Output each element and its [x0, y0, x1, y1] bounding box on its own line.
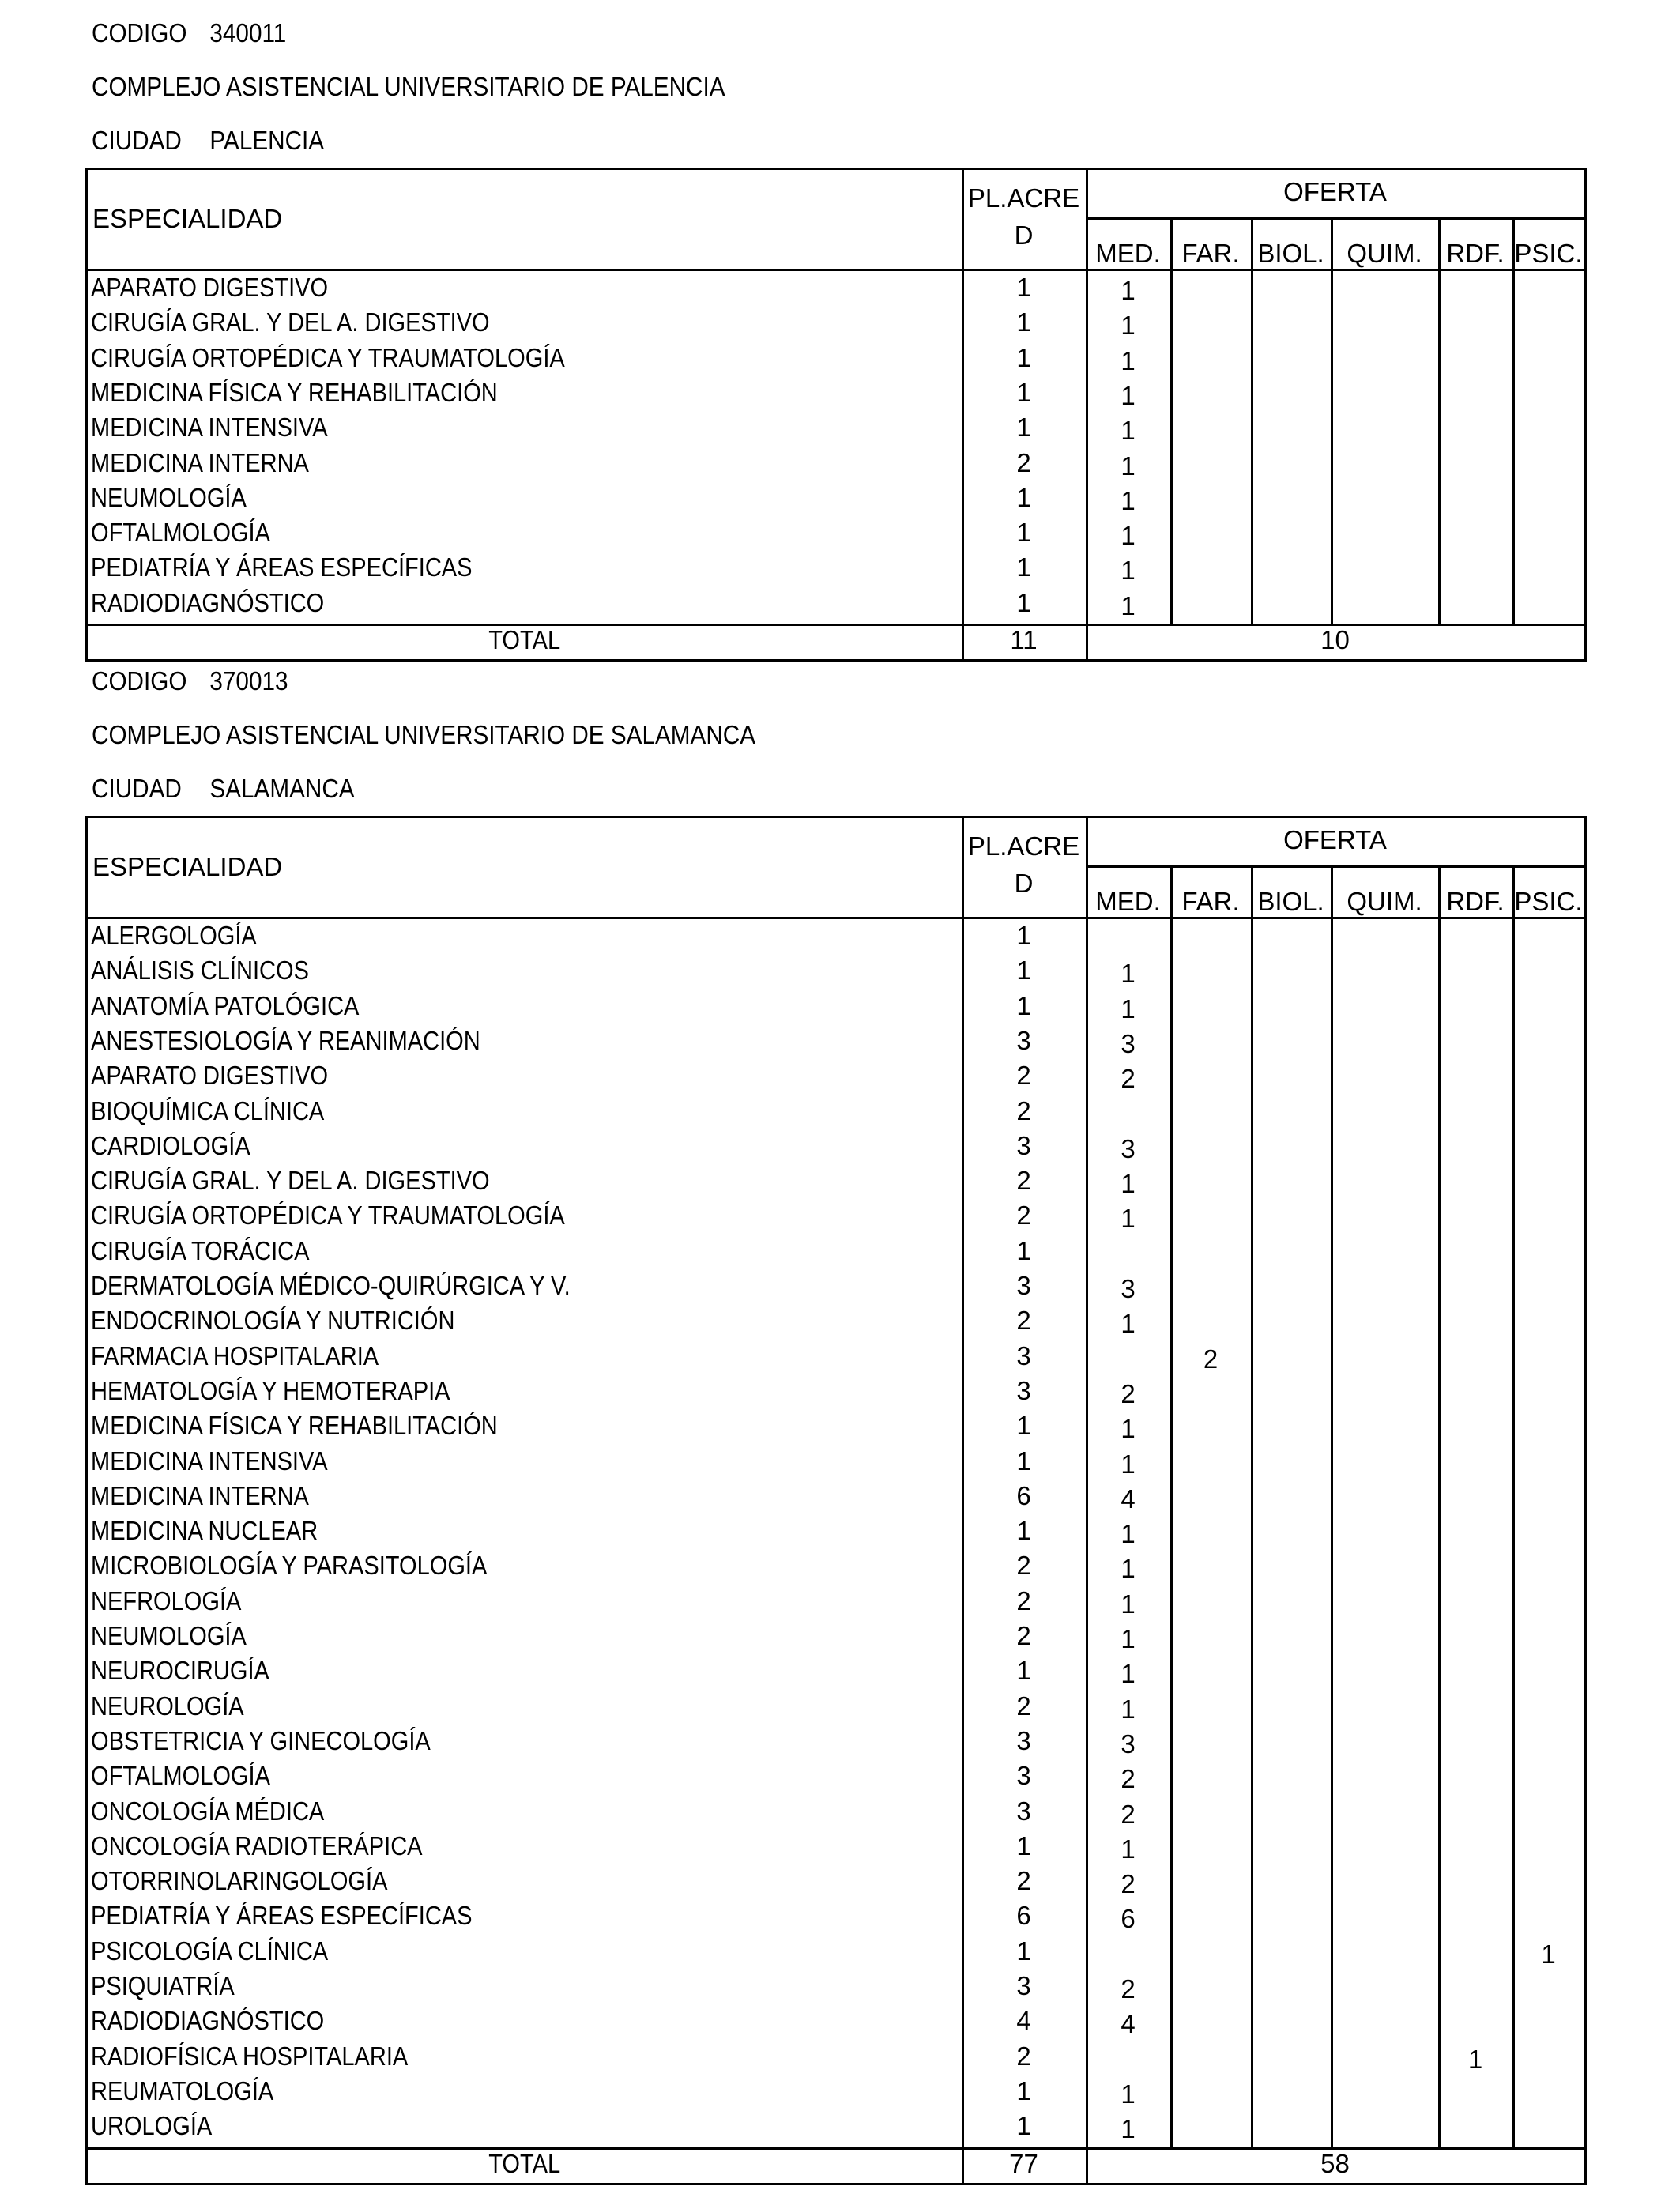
cell-especialidad — [91, 1480, 339, 1512]
header-far: FAR. — [1181, 887, 1240, 916]
cell-placred: 3 — [1016, 1725, 1031, 1755]
especialidad-text: ANATOMÍA PATOLÓGICA — [91, 990, 360, 1020]
header-far: FAR. — [1181, 239, 1240, 268]
especialidad-text: ALERGOLOGÍA — [91, 921, 257, 950]
header-placred-line2: D — [1014, 869, 1034, 898]
cell-placred: 1 — [1016, 990, 1031, 1020]
table-row — [88, 1479, 1584, 1514]
cell-placred: 1 — [1016, 552, 1031, 582]
cell-placred: 1 — [1016, 1830, 1031, 1860]
cell-med: 1 — [1121, 485, 1136, 515]
table-row — [88, 1829, 1584, 1864]
especialidad-text: MEDICINA INTENSIVA — [91, 1446, 328, 1476]
especialidad-text: ENDOCRINOLOGÍA Y NUTRICIÓN — [91, 1306, 455, 1336]
cell-especialidad — [91, 1585, 262, 1617]
cell-especialidad — [91, 307, 544, 338]
cell-far: 2 — [1203, 1344, 1219, 1374]
cell-placred: 3 — [1016, 1340, 1031, 1370]
cell-placred: 2 — [1016, 1866, 1031, 1896]
especialidad-text: RADIOFÍSICA HOSPITALARIA — [91, 2041, 409, 2071]
especialidad-text: MEDICINA NUCLEAR — [91, 1516, 318, 1546]
cell-especialidad — [91, 1691, 265, 1722]
especialidad-text: ONCOLOGÍA MÉDICA — [91, 1796, 325, 1826]
cell-placred: 1 — [1016, 342, 1031, 372]
info-label: CODIGO — [92, 666, 187, 696]
especialidad-text: MEDICINA INTERNA — [91, 1480, 309, 1510]
especialidad-text: MICROBIOLOGÍA Y PARASITOLOGÍA — [91, 1551, 488, 1581]
cell-especialidad — [91, 1235, 339, 1267]
cell-placred: 3 — [1016, 1761, 1031, 1791]
table-row — [88, 305, 1584, 340]
cell-med: 1 — [1121, 450, 1136, 481]
header-psic: PSIC. — [1514, 239, 1583, 268]
table-row — [88, 375, 1584, 410]
codigo-line — [92, 665, 288, 697]
table-row — [88, 1374, 1584, 1408]
info-value: 340011 — [209, 18, 287, 47]
especialidad-text: CARDIOLOGÍA — [91, 1130, 250, 1160]
table-row — [88, 1689, 1584, 1724]
header-quim: QUIM. — [1347, 887, 1422, 916]
center-name-text: COMPLEJO ASISTENCIAL UNIVERSITARIO DE SALAMANCA — [92, 720, 756, 749]
especialidad-text: PSIQUIATRÍA — [91, 1971, 235, 2000]
especialidad-text: MEDICINA FÍSICA Y REHABILITACIÓN — [91, 1411, 498, 1441]
cell-especialidad — [91, 1620, 268, 1652]
cell-especialidad — [91, 920, 279, 952]
cell-especialidad — [91, 447, 339, 479]
cell-placred: 2 — [1016, 1201, 1031, 1231]
table-row — [88, 1548, 1584, 1583]
cell-med: 1 — [1121, 1169, 1136, 1199]
cell-especialidad — [91, 1446, 360, 1477]
total-label — [88, 2148, 962, 2180]
table-header — [88, 818, 1584, 919]
cell-especialidad — [91, 1375, 499, 1407]
header-especialidad: ESPECIALIDAD — [92, 204, 283, 233]
cell-med: 1 — [1121, 1204, 1136, 1234]
especialidad-text: PSICOLOGÍA CLÍNICA — [91, 1936, 329, 1966]
table-row — [88, 1129, 1584, 1163]
table-row — [88, 1584, 1584, 1619]
cell-especialidad — [91, 1270, 636, 1302]
info-value: SALAMANCA — [209, 774, 355, 803]
cell-med: 1 — [1121, 1519, 1136, 1549]
especialidad-text: MEDICINA INTENSIVA — [91, 413, 328, 443]
table-row — [88, 989, 1584, 1023]
especialidad-text: NEUMOLOGÍA — [91, 1621, 247, 1650]
especialidad-text: APARATO DIGESTIVO — [91, 1061, 329, 1091]
cell-psic: 1 — [1541, 1939, 1556, 1969]
header-placred — [962, 183, 1086, 251]
cell-placred: 3 — [1016, 1130, 1031, 1160]
cell-placred: 1 — [1016, 273, 1031, 302]
table-row — [88, 1339, 1584, 1374]
header-med: MED. — [1095, 887, 1161, 916]
cell-med: 1 — [1121, 416, 1136, 446]
specialty-table — [85, 816, 1587, 2185]
cell-placred: 4 — [1016, 2006, 1031, 2036]
cell-med: 1 — [1121, 1309, 1136, 1339]
total-label-text: TOTAL — [488, 625, 561, 654]
cell-especialidad — [91, 1095, 356, 1127]
cell-med: 1 — [1121, 590, 1136, 620]
cell-placred: 2 — [1016, 1306, 1031, 1336]
cell-especialidad — [91, 1060, 360, 1091]
cell-placred: 6 — [1016, 1480, 1031, 1510]
table-body — [88, 269, 1584, 624]
total-placred: 11 — [1010, 625, 1038, 654]
cell-placred: 2 — [1016, 2041, 1031, 2071]
cell-placred: 1 — [1016, 307, 1031, 337]
table-row — [88, 1198, 1584, 1233]
cell-med: 4 — [1121, 1483, 1136, 1514]
cell-especialidad — [91, 1165, 544, 1197]
table-header — [88, 170, 1584, 271]
cell-med: 1 — [1121, 1834, 1136, 1864]
especialidad-text: MEDICINA FÍSICA Y REHABILITACIÓN — [91, 377, 498, 407]
table-row — [88, 1303, 1584, 1338]
cell-med: 1 — [1121, 2079, 1136, 2109]
cell-especialidad — [91, 1550, 541, 1581]
cell-especialidad — [91, 1725, 477, 1757]
cell-especialidad — [91, 342, 630, 374]
table-row — [88, 1514, 1584, 1548]
table-row — [88, 1794, 1584, 1829]
cell-especialidad — [91, 1410, 553, 1442]
cell-placred: 2 — [1016, 1095, 1031, 1125]
cell-med: 2 — [1121, 1764, 1136, 1794]
especialidad-text: FARMACIA HOSPITALARIA — [91, 1340, 379, 1370]
especialidad-text: ONCOLOGÍA RADIOTERÁPICA — [91, 1830, 423, 1860]
header-med: MED. — [1095, 239, 1161, 268]
info-label: CODIGO — [92, 18, 187, 47]
total-label-text: TOTAL — [488, 2149, 561, 2178]
cell-med: 2 — [1121, 1378, 1136, 1408]
table-row — [88, 953, 1584, 988]
cell-especialidad — [91, 1515, 348, 1547]
cell-med: 2 — [1121, 1869, 1136, 1899]
table-row — [88, 1724, 1584, 1759]
cell-especialidad — [91, 377, 553, 409]
table-row — [88, 1969, 1584, 2004]
cell-placred: 2 — [1016, 1551, 1031, 1581]
cell-especialidad — [91, 482, 268, 514]
table-row — [88, 1444, 1584, 1479]
especialidad-text: ANÁLISIS CLÍNICOS — [91, 956, 309, 986]
cell-especialidad — [91, 552, 524, 583]
cell-med: 3 — [1121, 1274, 1136, 1303]
table-row — [88, 1898, 1584, 1933]
cell-especialidad — [91, 2041, 451, 2072]
codigo-line — [92, 17, 287, 49]
cell-placred: 1 — [1016, 482, 1031, 512]
especialidad-text: OFTALMOLOGÍA — [91, 518, 270, 548]
ciudad-line — [92, 125, 325, 156]
especialidad-text: ANESTESIOLOGÍA Y REANIMACIÓN — [91, 1025, 480, 1055]
ciudad-line — [92, 773, 355, 805]
table-row — [88, 1058, 1584, 1093]
cell-especialidad — [91, 412, 360, 443]
table-row — [88, 1163, 1584, 1198]
cell-med: 1 — [1121, 1414, 1136, 1444]
cell-placred: 1 — [1016, 413, 1031, 443]
header-psic: PSIC. — [1514, 887, 1583, 916]
especialidad-text: UROLOGÍA — [91, 2111, 213, 2141]
cell-especialidad — [91, 1340, 418, 1372]
header-rdf: RDF. — [1446, 239, 1505, 268]
table-row — [88, 918, 1584, 953]
especialidad-text: CIRUGÍA GRAL. Y DEL A. DIGESTIVO — [91, 1166, 490, 1196]
table-row — [88, 2109, 1584, 2143]
cell-med: 3 — [1121, 1133, 1136, 1163]
header-placred-line2: D — [1014, 221, 1034, 250]
info-label: CIUDAD — [92, 126, 182, 155]
header-especialidad: ESPECIALIDAD — [92, 852, 283, 881]
cell-especialidad — [91, 272, 360, 303]
cell-placred: 3 — [1016, 1375, 1031, 1405]
cell-placred: 1 — [1016, 587, 1031, 617]
table-row — [88, 1023, 1584, 1058]
cell-especialidad — [91, 1796, 356, 1827]
table-body — [88, 917, 1584, 2147]
cell-placred: 3 — [1016, 1025, 1031, 1055]
center-name-text: COMPLEJO ASISTENCIAL UNIVERSITARIO DE PALENCIA — [92, 72, 725, 101]
table-row — [88, 410, 1584, 445]
cell-med: 1 — [1121, 380, 1136, 410]
total-row — [88, 2147, 1584, 2181]
cell-especialidad — [91, 1200, 630, 1231]
cell-placred: 1 — [1016, 2111, 1031, 2141]
cell-med: 1 — [1121, 521, 1136, 551]
cell-especialidad — [91, 1760, 295, 1792]
especialidad-text: CIRUGÍA GRAL. Y DEL A. DIGESTIVO — [91, 307, 490, 337]
table-row — [88, 515, 1584, 550]
especialidad-text: DERMATOLOGÍA MÉDICO-QUIRÚRGICA Y V. — [91, 1271, 571, 1300]
especialidad-text: NEUROLOGÍA — [91, 1691, 244, 1721]
total-row — [88, 624, 1584, 657]
table-row — [88, 1619, 1584, 1653]
especialidad-text: MEDICINA INTERNA — [91, 447, 309, 477]
especialidad-text: RADIODIAGNÓSTICO — [91, 587, 325, 617]
cell-med: 3 — [1121, 1728, 1136, 1759]
especialidad-text: REUMATOLOGÍA — [91, 2075, 274, 2105]
cell-placred: 1 — [1016, 1411, 1031, 1441]
cell-med: 1 — [1121, 1554, 1136, 1584]
cell-especialidad — [91, 1305, 504, 1336]
info-label: CIUDAD — [92, 774, 182, 803]
cell-med: 1 — [1121, 345, 1136, 375]
cell-placred: 1 — [1016, 2075, 1031, 2105]
cell-especialidad — [91, 1865, 428, 1897]
header-biol: BIOL. — [1257, 239, 1324, 268]
cell-med: 1 — [1121, 1694, 1136, 1724]
especialidad-text: PEDIATRÍA Y ÁREAS ESPECÍFICAS — [91, 1901, 473, 1931]
info-value: 370013 — [209, 666, 288, 696]
cell-med: 1 — [1121, 993, 1136, 1023]
especialidad-text: CIRUGÍA ORTOPÉDICA Y TRAUMATOLOGÍA — [91, 1201, 565, 1231]
cell-especialidad — [91, 990, 396, 1022]
especialidad-text: CIRUGÍA TORÁCICA — [91, 1235, 310, 1265]
cell-especialidad — [91, 1970, 254, 2002]
table-row — [88, 2004, 1584, 2038]
specialty-table — [85, 168, 1587, 662]
total-label — [88, 624, 962, 656]
table-row — [88, 1864, 1584, 1898]
cell-especialidad — [91, 1025, 533, 1057]
table-row — [88, 550, 1584, 585]
cell-med: 1 — [1121, 1449, 1136, 1479]
cell-placred: 1 — [1016, 518, 1031, 548]
cell-placred: 2 — [1016, 1061, 1031, 1091]
cell-med: 1 — [1121, 1659, 1136, 1689]
cell-especialidad — [91, 2075, 299, 2107]
cell-med: 2 — [1121, 1064, 1136, 1094]
total-oferta: 58 — [1320, 2149, 1350, 2178]
cell-placred: 6 — [1016, 1901, 1031, 1931]
table-row — [88, 341, 1584, 375]
cell-placred: 1 — [1016, 1446, 1031, 1476]
cell-placred: 2 — [1016, 1585, 1031, 1615]
center-name — [92, 719, 755, 751]
cell-especialidad — [91, 1655, 294, 1687]
cell-med: 1 — [1121, 2114, 1136, 2144]
cell-especialidad — [91, 2005, 356, 2037]
table-row — [88, 1408, 1584, 1443]
cell-placred: 2 — [1016, 447, 1031, 477]
table-row — [88, 270, 1584, 305]
cell-placred: 2 — [1016, 1166, 1031, 1196]
cell-especialidad — [91, 955, 339, 986]
cell-placred: 1 — [1016, 1936, 1031, 1966]
header-rdf: RDF. — [1446, 887, 1505, 916]
cell-med: 1 — [1121, 276, 1136, 305]
cell-placred: 1 — [1016, 1656, 1031, 1686]
cell-placred: 1 — [1016, 921, 1031, 950]
especialidad-text: CIRUGÍA ORTOPÉDICA Y TRAUMATOLOGÍA — [91, 342, 565, 372]
table-row — [88, 2039, 1584, 2074]
cell-placred: 1 — [1016, 377, 1031, 407]
especialidad-text: OBSTETRICIA Y GINECOLOGÍA — [91, 1725, 431, 1755]
cell-especialidad — [91, 1130, 272, 1162]
especialidad-text: NEUMOLOGÍA — [91, 482, 247, 512]
table-row — [88, 481, 1584, 515]
cell-especialidad — [91, 1900, 524, 1932]
center-name — [92, 71, 725, 103]
table-row — [88, 1094, 1584, 1129]
especialidad-text: BIOQUÍMICA CLÍNICA — [91, 1095, 325, 1125]
table-row — [88, 1234, 1584, 1269]
cell-rdf: 1 — [1467, 2044, 1483, 2074]
cell-especialidad — [91, 2110, 228, 2142]
header-placred — [962, 831, 1086, 899]
cell-placred: 2 — [1016, 1691, 1031, 1721]
cell-placred: 3 — [1016, 1971, 1031, 2000]
especialidad-text: NEUROCIRUGÍA — [91, 1656, 269, 1686]
especialidad-text: APARATO DIGESTIVO — [91, 273, 329, 302]
table-row — [88, 1653, 1584, 1688]
cell-placred: 3 — [1016, 1271, 1031, 1300]
header-quim: QUIM. — [1347, 239, 1422, 268]
table-row — [88, 1269, 1584, 1303]
cell-placred: 2 — [1016, 1621, 1031, 1650]
cell-med: 4 — [1121, 2009, 1136, 2039]
table-row — [88, 446, 1584, 481]
especialidad-text: PEDIATRÍA Y ÁREAS ESPECÍFICAS — [91, 552, 473, 582]
table-row — [88, 2074, 1584, 2109]
table-row — [88, 586, 1584, 620]
especialidad-text: OFTALMOLOGÍA — [91, 1761, 270, 1791]
cell-med: 2 — [1121, 1974, 1136, 2004]
especialidad-text: RADIODIAGNÓSTICO — [91, 2006, 325, 2036]
cell-med: 6 — [1121, 1904, 1136, 1934]
total-placred: 77 — [1009, 2149, 1038, 2178]
cell-especialidad — [91, 517, 295, 548]
table-row — [88, 1934, 1584, 1969]
cell-med: 1 — [1121, 556, 1136, 586]
cell-placred: 3 — [1016, 1796, 1031, 1826]
cell-especialidad — [91, 1830, 468, 1862]
especialidad-text: HEMATOLOGÍA Y HEMOTERAPIA — [91, 1375, 450, 1405]
cell-placred: 1 — [1016, 1516, 1031, 1546]
especialidad-text: OTORRINOLARINGOLOGÍA — [91, 1866, 388, 1896]
cell-med: 1 — [1121, 959, 1136, 989]
table-row — [88, 1759, 1584, 1793]
cell-especialidad — [91, 1936, 360, 1967]
especialidad-text: NEFROLOGÍA — [91, 1585, 242, 1615]
cell-med: 1 — [1121, 1624, 1136, 1653]
cell-med: 1 — [1121, 311, 1136, 341]
header-placred-line1: PL.ACRE — [967, 831, 1080, 861]
cell-med: 3 — [1121, 1028, 1136, 1058]
header-oferta: OFERTA — [1283, 825, 1387, 854]
cell-med: 1 — [1121, 1589, 1136, 1619]
cell-especialidad — [91, 587, 356, 619]
total-oferta: 10 — [1320, 625, 1350, 654]
info-value: PALENCIA — [209, 126, 325, 155]
cell-placred: 1 — [1016, 956, 1031, 986]
header-biol: BIOL. — [1257, 887, 1324, 916]
header-placred-line1: PL.ACRE — [967, 183, 1080, 213]
cell-med: 2 — [1121, 1799, 1136, 1829]
cell-placred: 1 — [1016, 1235, 1031, 1265]
header-oferta: OFERTA — [1283, 177, 1387, 206]
